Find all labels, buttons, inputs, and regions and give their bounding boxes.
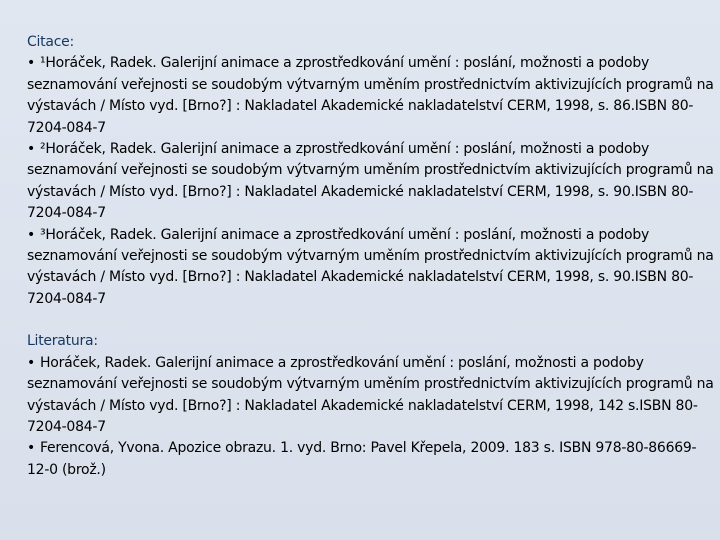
- text-content: [27, 32, 717, 481]
- citation-text: Horáček, Radek. Galerijní animace a zprostředkování umění : poslání, možnosti a podoby seznamování veřejnosti se soudobým výtvarným uměním prostřednictvím aktivizujících programů na výstavách / Místo vyd. [Brno?] : Nakladatel Akademické nakladatelství CERM, 1998, s. 90.ISBN 80-7204-084-7: [27, 226, 714, 307]
- bullet-icon: •: [27, 440, 36, 457]
- citace-heading: Citace:: [27, 34, 75, 50]
- bullet-icon: •: [27, 141, 36, 158]
- literatura-item: [27, 353, 717, 439]
- citation-text: Horáček, Radek. Galerijní animace a zprostředkování umění : poslání, možnosti a podoby seznamování veřejnosti se soudobým výtvarným uměním prostřednictvím aktivizujících programů na výstavách / Místo vyd. [Brno?] : Nakladatel Akademické nakladatelství CERM, 1998, s. 90.ISBN 80-7204-084-7: [27, 141, 714, 222]
- bullet-icon: •: [27, 226, 36, 243]
- citace-item: [27, 53, 717, 139]
- literatura-section: [27, 331, 717, 481]
- bullet-icon: •: [27, 55, 36, 72]
- citace-section: [27, 32, 717, 310]
- citace-item: [27, 225, 717, 311]
- reference-text: Horáček, Radek. Galerijní animace a zprostředkování umění : poslání, možnosti a podoby seznamování veřejnosti se soudobým výtvarným uměním prostřednictvím aktivizujících programů na výstavách / Místo vyd. [Brno?] : Nakladatel Akademické nakladatelství CERM, 1998, 142 s.ISBN 80-7204-084-7: [27, 354, 714, 435]
- footnote-marker: ³: [40, 226, 46, 243]
- literatura-item: [27, 438, 717, 481]
- literatura-heading: Literatura:: [27, 333, 98, 350]
- citace-item: [27, 139, 717, 225]
- reference-text: Ferencová, Yvona. Apozice obrazu. 1. vyd. Brno: Pavel Křepela, 2009. 183 s. ISBN 978-80-86669-12-0 (brož.): [27, 440, 697, 478]
- citation-text: Horáček, Radek. Galerijní animace a zprostředkování umění : poslání, možnosti a podoby seznamování veřejnosti se soudobým výtvarným uměním prostřednictvím aktivizujících programů na výstavách / Místo vyd. [Brno?] : Nakladatel Akademické nakladatelství CERM, 1998, s. 86.ISBN 80-7204-084-7: [27, 55, 714, 136]
- footnote-marker: ²: [40, 141, 46, 158]
- bullet-icon: •: [27, 354, 36, 371]
- footnote-marker: ¹: [40, 55, 46, 72]
